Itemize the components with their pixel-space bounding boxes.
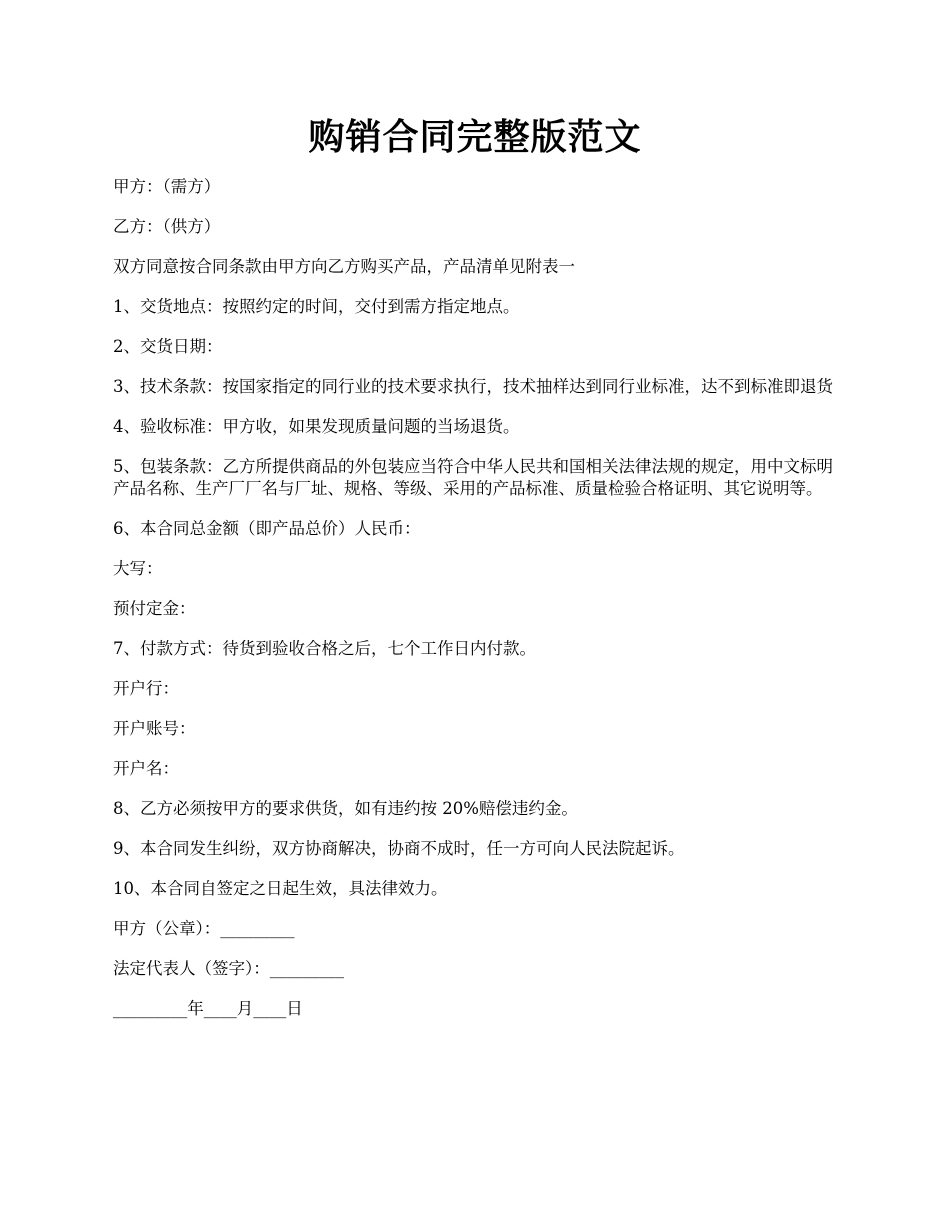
clause-10-effective: 10、本合同自签定之日起生效，具法律效力。 <box>113 879 448 898</box>
clause-9-disputes: 9、本合同发生纠纷，双方协商解决，协商不成时，任一方可向人民法院起诉。 <box>113 839 685 858</box>
account-number-line: 开户账号： <box>113 719 196 738</box>
party-a-line: 甲方：（需方） <box>113 177 221 196</box>
bank-line: 开户行： <box>113 679 179 698</box>
party-a-seal-line: 甲方（公章）：_________ <box>113 919 295 938</box>
legal-rep-signature-line: 法定代表人（签字）：_________ <box>113 959 344 978</box>
clause-5-packaging: 5、包装条款：乙方所提供商品的外包装应当符合中华人民共和国相关法律法规的规定，用中文标明产品名称、生产厂厂名与厂址、规格、等级、采用的产品标准、质量检验合格证明、其它说明等。 <box>113 457 833 498</box>
party-b-line: 乙方：（供方） <box>113 217 221 236</box>
deposit-line: 预付定金： <box>113 599 196 618</box>
clause-2-delivery-date: 2、交货日期： <box>113 337 223 356</box>
date-line: _________年____月____日 <box>113 999 303 1018</box>
clause-7-payment: 7、付款方式：待货到验收合格之后，七个工作日内付款。 <box>113 639 536 658</box>
clause-8-supply: 8、乙方必须按甲方的要求供货，如有违约按 20%赔偿违约金。 <box>113 799 578 818</box>
account-name-line: 开户名： <box>113 759 179 778</box>
clause-6-total-amount: 6、本合同总金额（即产品总价）人民币： <box>113 519 421 538</box>
amount-in-words: 大写： <box>113 559 163 578</box>
clause-1-delivery-location: 1、交货地点：按照约定的时间，交付到需方指定地点。 <box>113 297 520 316</box>
agreement-intro: 双方同意按合同条款由甲方向乙方购买产品，产品清单见附表一 <box>113 257 575 276</box>
document-body <box>113 176 841 1038</box>
clause-3-technical-terms: 3、技术条款：按国家指定的同行业的技术要求执行，技术抽样达到同行业标准，达不到标准即退货 <box>113 377 833 396</box>
document-title: 购销合同完整版范文 <box>308 116 642 158</box>
clause-4-acceptance: 4、验收标准：甲方收，如果发现质量问题的当场退货。 <box>113 417 520 436</box>
